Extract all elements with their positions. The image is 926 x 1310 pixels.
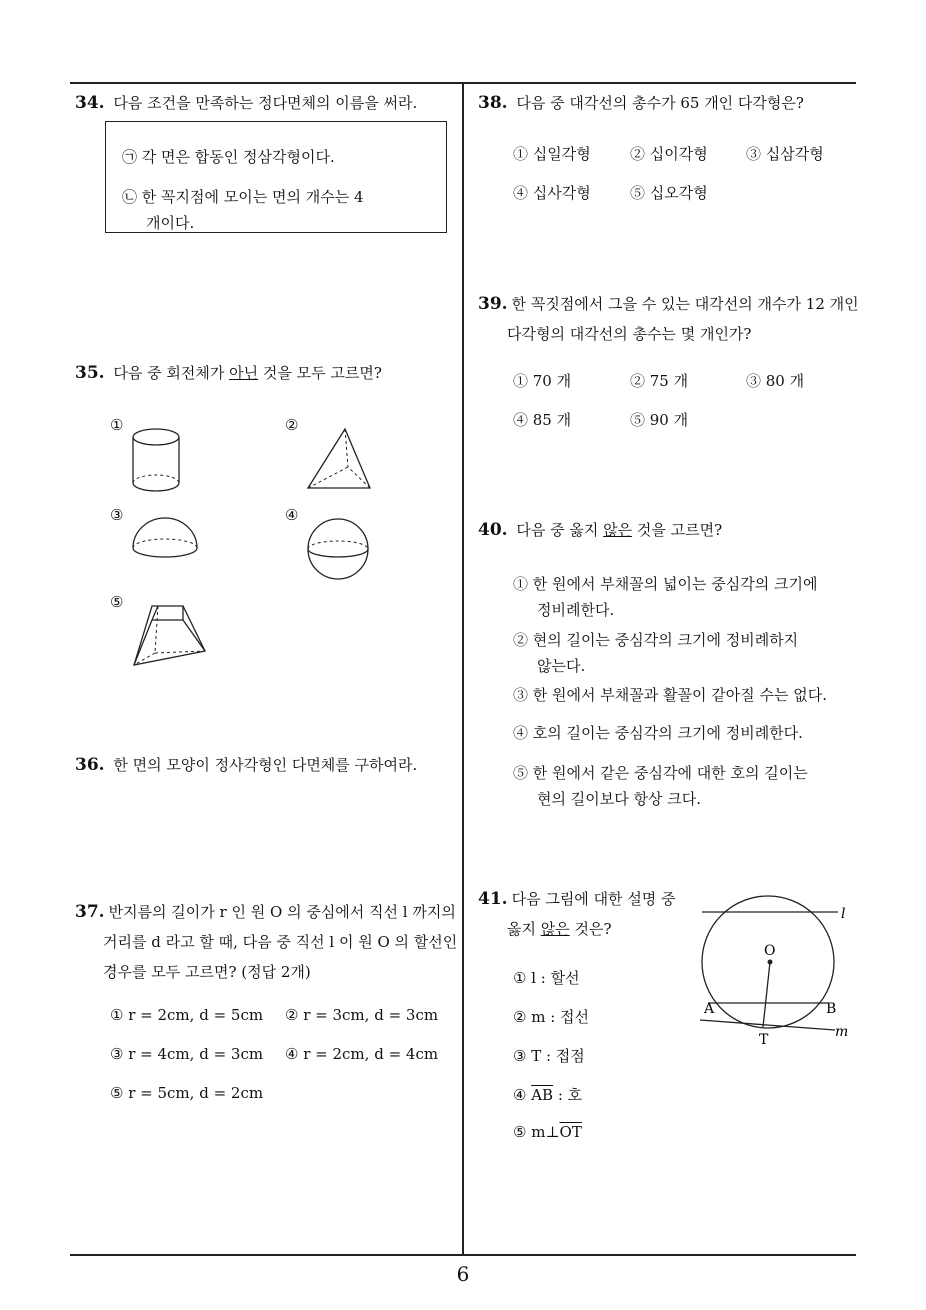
- question-35: [75, 358, 382, 388]
- option-4-text: : 호: [553, 1086, 583, 1104]
- underlined-word: 않은: [540, 920, 570, 938]
- bottom-rule: [70, 1254, 856, 1256]
- question-41: [478, 884, 676, 944]
- question-40: [478, 515, 722, 545]
- option-3[interactable]: ③ 80 개: [746, 372, 805, 390]
- option-1[interactable]: ① 한 원에서 부채꼴의 넓이는 중심각의 크기에: [513, 575, 818, 593]
- option-2[interactable]: ② 75 개: [630, 372, 689, 390]
- question-text: 옳지: [507, 920, 541, 938]
- question-text-end: 것은?: [569, 920, 612, 938]
- figure-label-5: ⑤: [110, 593, 124, 611]
- question-39: [478, 289, 863, 349]
- label-a: A: [704, 1001, 715, 1017]
- cylinder-figure: [130, 425, 185, 500]
- question-text-end: 것을 모두 고르면?: [258, 364, 382, 382]
- option-1-cont: 정비례한다.: [537, 601, 615, 619]
- page-number: 6: [456, 1262, 470, 1286]
- question-text: 다음 중 옳지: [516, 521, 604, 539]
- option-4[interactable]: ④ 십사각형: [513, 184, 591, 202]
- question-line-2: 다각형의 대각선의 총수는 몇 개인가?: [507, 325, 752, 343]
- question-line-3: 경우를 모두 고르면? (정답 2개): [103, 963, 311, 981]
- question-number: 40.: [478, 520, 508, 540]
- question-text: 다음 중 대각선의 총수가 65 개인 다각형은?: [516, 94, 804, 112]
- question-text-end: 것을 고르면?: [632, 521, 723, 539]
- option-3[interactable]: ③ 십삼각형: [746, 145, 824, 163]
- question-number: 39.: [478, 294, 508, 314]
- option-4-num: ④: [513, 1086, 532, 1104]
- figure-label-1: ①: [110, 416, 124, 434]
- question-38: [478, 88, 804, 118]
- circle-figure: [700, 880, 860, 1050]
- tetrahedron-figure: [305, 425, 375, 495]
- question-line-1: 한 꼭짓점에서 그을 수 있는 대각선의 개수가 12 개인: [511, 295, 859, 313]
- question-text: 다음 중 회전체가: [113, 364, 230, 382]
- segment-ot: $\overline{OT}$: [559, 1123, 582, 1141]
- option-4[interactable]: ④ r = 2cm, d = 4cm: [285, 1045, 439, 1063]
- option-2[interactable]: ② 십이각형: [630, 145, 708, 163]
- question-34: [75, 88, 417, 118]
- question-number: 38.: [478, 93, 508, 113]
- option-1[interactable]: ① l : 할선: [513, 969, 580, 987]
- question-text: 다음 조건을 만족하는 정다면체의 이름을 써라.: [113, 94, 418, 112]
- option-5-text: ⑤ m⊥: [513, 1123, 560, 1141]
- underlined-word: 아닌: [229, 364, 259, 382]
- question-number: 34.: [75, 93, 105, 113]
- question-text: 한 면의 모양이 정사각형인 다면체를 구하여라.: [113, 756, 418, 774]
- option-5[interactable]: ⑤ 십오각형: [630, 184, 708, 202]
- sphere-figure: [305, 515, 375, 585]
- label-m: m: [835, 1024, 849, 1040]
- option-3[interactable]: ③ r = 4cm, d = 3cm: [110, 1045, 264, 1063]
- option-5[interactable]: [513, 1123, 582, 1141]
- question-37: [75, 897, 460, 987]
- hemisphere-figure: [130, 515, 200, 560]
- question-number: 36.: [75, 755, 105, 775]
- question-number: 37.: [75, 902, 105, 922]
- option-2[interactable]: ② m : 접선: [513, 1008, 590, 1026]
- option-5[interactable]: ⑤ 한 원에서 같은 중심각에 대한 호의 길이는: [513, 764, 808, 782]
- option-1[interactable]: ① 70 개: [513, 372, 572, 390]
- underlined-word: 않은: [603, 521, 633, 539]
- figure-label-4: ④: [285, 506, 299, 524]
- condition-2: ㉡ 한 꼭지점에 모이는 면의 개수는 4: [122, 188, 364, 206]
- option-1[interactable]: ① r = 2cm, d = 5cm: [110, 1006, 264, 1024]
- question-36: [75, 750, 417, 780]
- option-4[interactable]: ④ 85 개: [513, 411, 572, 429]
- option-1[interactable]: ① 십일각형: [513, 145, 591, 163]
- label-o: O: [764, 943, 776, 959]
- option-2[interactable]: ② 현의 길이는 중심각의 크기에 정비례하지: [513, 631, 799, 649]
- option-4[interactable]: ④ 호의 길이는 중심각의 크기에 정비례한다.: [513, 724, 803, 742]
- option-3[interactable]: ③ T : 접점: [513, 1047, 585, 1065]
- condition-2-cont: 개이다.: [146, 214, 195, 232]
- question-number: 35.: [75, 363, 105, 383]
- question-line-1: 다음 그림에 대한 설명 중: [511, 890, 676, 908]
- option-2-cont: 않는다.: [537, 657, 586, 675]
- figure-label-3: ③: [110, 506, 124, 524]
- column-divider: [462, 82, 464, 1256]
- label-l: l: [841, 906, 846, 922]
- option-5-cont: 현의 길이보다 항상 크다.: [537, 790, 701, 808]
- option-5[interactable]: ⑤ 90 개: [630, 411, 689, 429]
- figure-label-2: ②: [285, 416, 299, 434]
- label-t: T: [759, 1032, 769, 1048]
- option-3[interactable]: ③ 한 원에서 부채꼴과 활꼴이 같아질 수는 없다.: [513, 686, 827, 704]
- question-line-2: 거리를 d 라고 할 때, 다음 중 직선 l 이 원 O 의 할선인: [103, 933, 458, 951]
- arc-ab: $\overline{AB}$: [531, 1086, 554, 1104]
- question-line-1: 반지름의 길이가 r 인 원 O 의 중심에서 직선 l 까지의: [108, 903, 456, 921]
- option-4[interactable]: [513, 1084, 582, 1105]
- label-b: B: [826, 1001, 837, 1017]
- condition-1: ㉠ 각 면은 합동인 정삼각형이다.: [122, 148, 335, 166]
- frustum-figure: [130, 603, 210, 673]
- option-5[interactable]: ⑤ r = 5cm, d = 2cm: [110, 1084, 264, 1102]
- question-number: 41.: [478, 889, 508, 909]
- option-2[interactable]: ② r = 3cm, d = 3cm: [285, 1006, 439, 1024]
